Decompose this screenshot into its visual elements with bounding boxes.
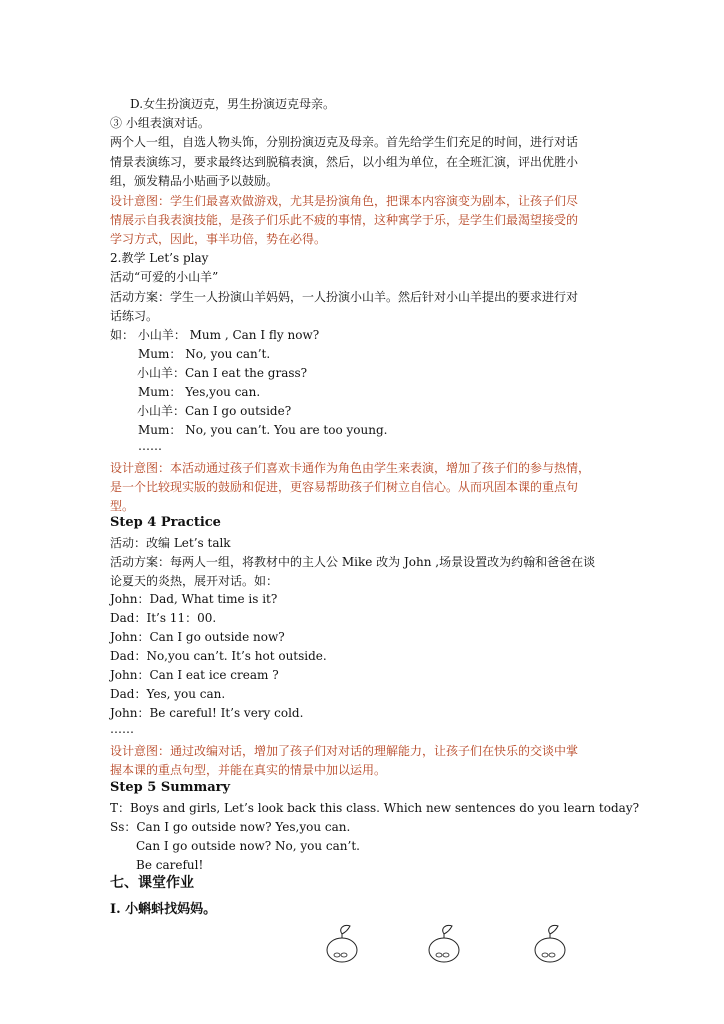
design-intent-line: 设计意图：本活动通过孩子们喜欢卡通作为角色由学生来表演，增加了孩子们的参与热情， — [110, 461, 591, 475]
dialogue-line: Mum： Yes,you can. — [138, 385, 261, 399]
step-3-heading: ③ 小组表演对话。 — [110, 116, 210, 130]
dialogue-line: Dad：No,you can’t. It’s hot outside. — [110, 649, 327, 663]
option-d-line: D.女生扮演迈克，男生扮演迈克母亲。 — [130, 97, 336, 111]
exercise-1-title: Ⅰ. 小蝌蚪找妈妈。 — [110, 902, 217, 917]
summary-line: T：Boys and girls, Let’s look back this class. Which new sentences do you learn today? — [110, 801, 640, 815]
dialogue-line: 小山羊：Can I go outside? — [137, 404, 292, 418]
summary-line: Can I go outside now? No, you can’t. — [136, 839, 360, 853]
summary-line: Be careful! — [136, 858, 204, 872]
activity-line: 活动：改编 Let’s talk — [110, 536, 231, 550]
design-intent-line: 握本课的重点句型，并能在真实的情景中加以运用。 — [110, 763, 387, 777]
dialogue-line: 小山羊：Can I eat the grass? — [137, 366, 308, 380]
step-5-heading: Step 5 Summary — [110, 780, 231, 795]
homework-heading: 七、课堂作业 — [110, 875, 194, 891]
paragraph-line: 两个人一组，自选人物头饰，分别扮演迈克及母亲。首先给学生们充足的时间，进行对话 — [110, 135, 579, 149]
paragraph-line: 情景表演练习，要求最终达到脱稿表演，然后，以小组为单位，在全班汇演，评出优胜小 — [110, 155, 579, 169]
dialogue-line: Mum： No, you can’t. — [138, 347, 271, 361]
dialogue-line: Dad：It’s 11：00. — [110, 611, 217, 625]
activity-plan-line: 活动方案：学生一人扮演山羊妈妈，一人扮演小山羊。然后针对小山羊提出的要求进行对 — [110, 290, 579, 304]
design-intent-line: 设计意图：学生们最喜欢做游戏，尤其是扮演角色，把课本内容演变为剧本，让孩子们尽 — [110, 194, 579, 208]
dialogue-line: John：Be careful! It’s very cold. — [110, 706, 304, 720]
design-intent-line: 设计意图：通过改编对话，增加了孩子们对对话的理解能力，让孩子们在快乐的交谈中掌 — [110, 744, 579, 758]
dialogue-line: John：Can I eat ice cream ? — [110, 668, 279, 682]
tadpole-picture-3 — [530, 922, 570, 966]
design-intent-line: 型。 — [110, 499, 135, 513]
section-lets-play: 2.教学 Let’s play — [110, 251, 209, 265]
design-intent-line: 是一个比较现实版的鼓励和促进，更容易帮助孩子们树立自信心。从而巩固本课的重点句 — [110, 480, 579, 494]
dialogue-line: John：Dad, What time is it? — [110, 592, 278, 606]
activity-title: 活动“可爱的小山羊” — [110, 270, 219, 284]
ellipsis: …… — [110, 722, 134, 736]
dialogue-line: John：Can I go outside now? — [110, 630, 285, 644]
design-intent-line: 情展示自我表演技能，是孩子们乐此不疲的事情，这种寓学于乐，是学生们最渴望接受的 — [110, 213, 579, 227]
step-4-heading: Step 4 Practice — [110, 515, 221, 530]
dialogue-line: Dad：Yes, you can. — [110, 687, 226, 701]
tadpole-picture-2 — [424, 922, 464, 966]
activity-plan-line: 论夏天的炎热，展开对话。如： — [110, 574, 279, 588]
ellipsis: …… — [138, 439, 162, 453]
summary-line: Ss：Can I go outside now? Yes,you can. — [110, 820, 351, 834]
activity-plan-line: 活动方案：每两人一组，将教材中的主人公 Mike 改为 John ,场景设置改为约翰和爸爸在谈 — [110, 555, 596, 569]
dialogue-line: 如： 小山羊： Mum , Can I fly now? — [110, 328, 320, 342]
activity-plan-line: 话练习。 — [110, 309, 159, 323]
dialogue-line: Mum： No, you can’t. You are too young. — [138, 423, 388, 437]
tadpole-picture-1 — [322, 922, 362, 966]
paragraph-line: 组，颁发精品小贴画予以鼓励。 — [110, 174, 279, 188]
design-intent-line: 学习方式，因此，事半功倍，势在必得。 — [110, 232, 327, 246]
